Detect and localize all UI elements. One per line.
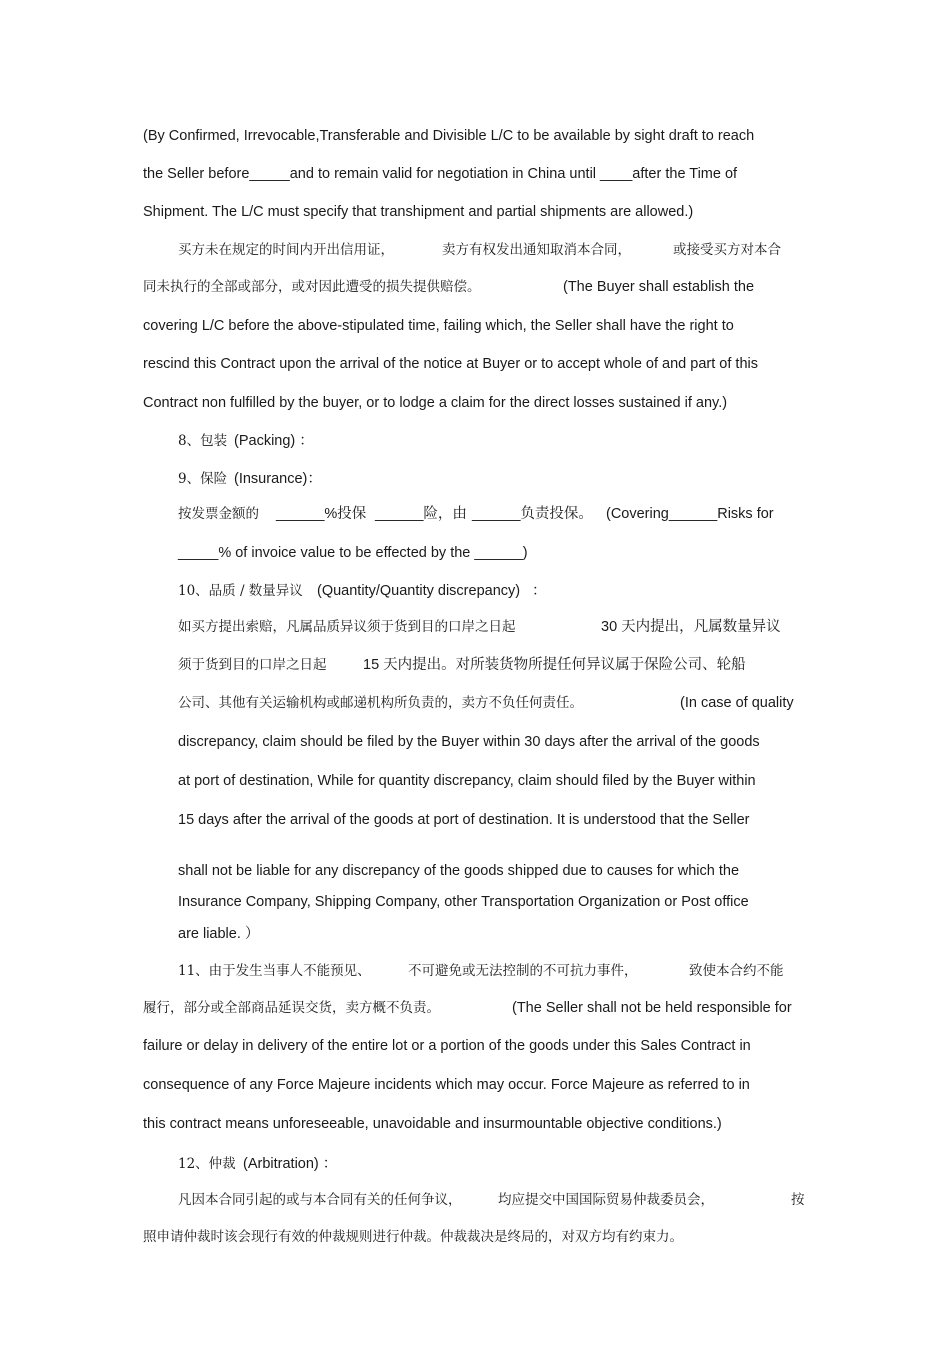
lc-failure-cn-part-1: 买方未在规定的时间内开出信用证， [178,242,394,258]
quality-en-line-6: Insurance Company, Shipping Company, other Transportation Organization or Post office [178,894,749,910]
insurance-cn-part-4: ______负责投保。 [472,506,593,522]
quality-heading-cn: 10、品质 / 数量异议 [178,583,303,599]
lc-terms-line-1: (By Confirmed, Irrevocable,Transferable and Divisible L/C to be available by sight draft to reach [143,128,755,144]
quality-en-line-3: at port of destination, While for quantity discrepancy, claim should filed by the Buyer within [178,773,756,789]
lc-terms-line-3: Shipment. The L/C must specify that transhipment and partial shipments are allowed.) [143,204,694,220]
arbitration-cn-part-2: 均应提交中国国际贸易仲裁委员会， [498,1192,714,1208]
packing-heading-en: (Packing) ： [234,433,314,449]
lc-failure-cn-part-3: 或接受买方对本合 [673,242,781,258]
insurance-en-part-2: _____% of invoice value to be effected by the ______) [178,545,528,561]
lc-failure-cn-part-2: 卖方有权发出通知取消本合同， [442,242,631,258]
quality-en-line-5: shall not be liable for any discrepancy of the goods shipped due to causes for which the [178,863,740,879]
insurance-cn-part-1: 按发票金额的 [178,506,259,522]
force-majeure-cn-part-1: 11、由于发生当事人不能预见、 [178,963,371,979]
lc-failure-en-line-2: covering L/C before the above-stipulated time, failing which, the Seller shall have the right to [143,318,734,334]
arbitration-cn-line-2: 照申请仲裁时该会现行有效的仲裁规则进行仲裁。仲裁裁决是终局的，对双方均有约束力。 [143,1229,683,1245]
packing-heading-cn: 8、包装 [178,433,228,449]
quality-cn-line-3: 公司、其他有关运输机构或邮递机构所负责的，卖方不负任何责任。 [178,695,583,711]
quality-heading-colon: ： [532,583,547,599]
insurance-en-part-1: (Covering______Risks for [606,506,774,522]
quality-en-line-7: are liable. ） [178,926,260,942]
quality-en-line-4: 15 days after the arrival of the goods at port of destination. It is understood that the Seller [178,812,750,828]
insurance-cn-part-3: ______险，由 [375,506,467,522]
force-majeure-en-line-4: this contract means unforeseeable, unavoidable and insurmountable objective conditions.) [143,1116,722,1132]
insurance-heading-cn: 9、保险 [178,471,228,487]
lc-terms-line-2: the Seller before_____and to remain valid for negotiation in China until ____after the Time of [143,166,738,182]
force-majeure-cn-part-2: 不可避免或无法控制的不可抗力事件， [408,963,638,979]
force-majeure-cn-part-3: 致使本合约不能 [689,963,784,979]
arbitration-cn-part-3: 按 [791,1192,805,1208]
quality-cn-line-1a: 如买方提出索赔，凡属品质异议须于货到目的口岸之日起 [178,619,516,635]
lc-failure-cn-part-4: 同未执行的全部或部分，或对因此遭受的损失提供赔偿。 [143,279,481,295]
quality-heading-en: (Quantity/Quantity discrepancy) [317,583,521,599]
force-majeure-cn-part-4: 履行，部分或全部商品延误交货，卖方概不负责。 [143,1000,440,1016]
arbitration-heading-en: (Arbitration) ： [243,1156,338,1172]
quality-cn-line-1b: 30 天内提出，凡属数量异议 [601,619,781,635]
force-majeure-en-line-3: consequence of any Force Majeure incidents which may occur. Force Majeure as referred to in [143,1077,750,1093]
lc-failure-en-line-4: Contract non fulfilled by the buyer, or to lodge a claim for the direct losses sustained if any.) [143,395,728,411]
force-majeure-en-line-1: (The Seller shall not be held responsible for [512,1000,792,1016]
quality-cn-line-2b: 15 天内提出。对所装货物所提任何异议属于保险公司、轮船 [363,657,746,673]
insurance-cn-part-2: ______%投保 [276,506,367,522]
quality-cn-line-2a: 须于货到目的口岸之日起 [178,657,327,673]
insurance-heading-en: (Insurance)： [234,471,322,487]
lc-failure-en-start: (The Buyer shall establish the [563,279,755,295]
quality-en-line-1: (In case of quality [680,695,794,711]
force-majeure-en-line-2: failure or delay in delivery of the entire lot or a portion of the goods under this Sales Contract in [143,1038,751,1054]
quality-en-line-2: discrepancy, claim should be filed by the Buyer within 30 days after the arrival of the goods [178,734,760,750]
arbitration-cn-part-1: 凡因本合同引起的或与本合同有关的任何争议， [178,1192,462,1208]
lc-failure-en-line-3: rescind this Contract upon the arrival of the notice at Buyer or to accept whole of and part of this [143,356,758,372]
arbitration-heading-cn: 12、仲裁 [178,1156,236,1172]
